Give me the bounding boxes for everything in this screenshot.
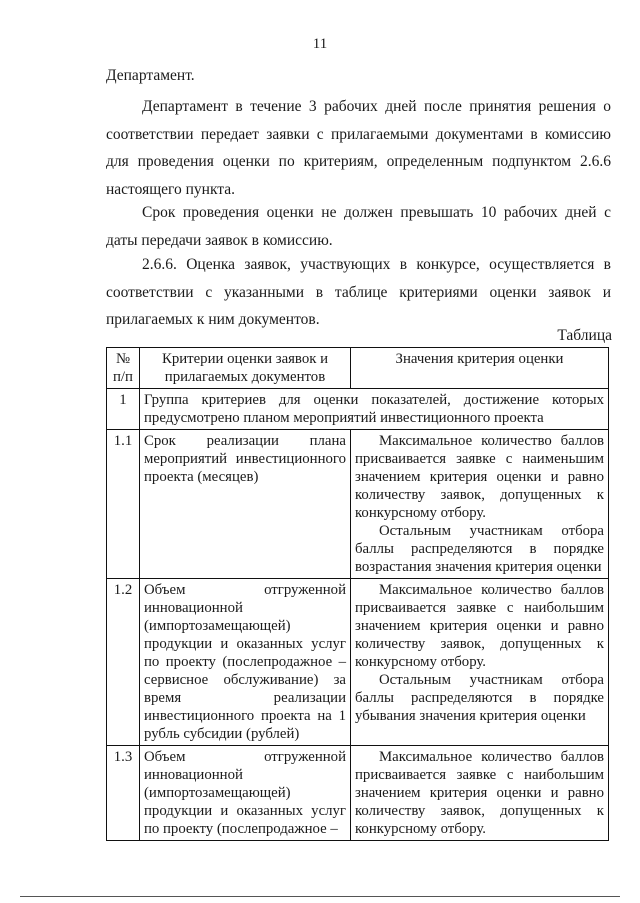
table-row xyxy=(107,389,609,430)
header-criteria: Критерии оценки заявок и прилагаемых документов xyxy=(140,348,351,389)
table-header-row xyxy=(107,348,609,389)
criterion-cell: Объем отгруженной инновационной (импортозамещающей) продукции и оказанных услуг по проекту (послепродажное – сервисное обслуживание) за время реализации инвестиционного проекта на 1 рубль субсидии (рублей) xyxy=(140,579,351,746)
paragraph-evaluation: 2.6.6. Оценка заявок, участвующих в конкурсе, осуществляется в соответствии с указанными в таблице критериями оценки заявок и прилагаемых к ним документов. xyxy=(106,256,611,328)
value-cell xyxy=(351,579,609,746)
table-row xyxy=(107,579,609,746)
page-bottom-rule xyxy=(20,896,620,897)
value-text: Остальным участникам отбора баллы распределяются в порядке возрастания значения критерия оценки xyxy=(355,523,604,575)
header-values: Значения критерия оценки xyxy=(351,348,609,389)
criterion-cell: Срок реализации плана мероприятий инвестиционного проекта (месяцев) xyxy=(140,430,351,579)
paragraph-department: Департамент. xyxy=(106,67,195,84)
value-cell xyxy=(351,746,609,841)
header-num: № п/п xyxy=(107,348,140,389)
row-num: 1.1 xyxy=(107,430,140,579)
paragraph-transfer: Департамент в течение 3 рабочих дней после принятия решения о соответствии передает заявки с прилагаемыми документами в комиссию для проведения оценки по критериям, определенным подпунктом 2.6.6 настоящего пункта. xyxy=(106,98,611,198)
paragraph-deadline: Срок проведения оценки не должен превышать 10 рабочих дней с даты передачи заявок в комиссию. xyxy=(106,204,611,249)
criteria-table xyxy=(106,347,609,841)
criteria-group: Группа критериев для оценки показателей, достижение которых предусмотрено планом мероприятий инвестиционного проекта xyxy=(140,389,609,430)
value-text: Остальным участникам отбора баллы распределяются в порядке убывания значения критерия оценки xyxy=(355,672,604,724)
table-caption: Таблица xyxy=(557,327,612,344)
value-cell xyxy=(351,430,609,579)
table-row xyxy=(107,746,609,841)
page-number: 11 xyxy=(312,36,328,52)
criterion-cell: Объем отгруженной инновационной (импортозамещающей) продукции и оказанных услуг по проекту (послепродажное – xyxy=(140,746,351,841)
row-num: 1 xyxy=(107,389,140,430)
value-text: Максимальное количество баллов присваивается заявке с наибольшим значением критерия оценки и равно количеству заявок, допущенных к конкурсному отбору. xyxy=(355,749,604,837)
row-num: 1.3 xyxy=(107,746,140,841)
table-row xyxy=(107,430,609,579)
value-text: Максимальное количество баллов присваивается заявке с наибольшим значением критерия оценки и равно количеству заявок, допущенных к конкурсному отбору. xyxy=(355,582,604,670)
row-num: 1.2 xyxy=(107,579,140,746)
value-text: Максимальное количество баллов присваивается заявке с наименьшим значением критерия оценки и равно количеству заявок, допущенных к конкурсному отбору. xyxy=(355,433,604,521)
